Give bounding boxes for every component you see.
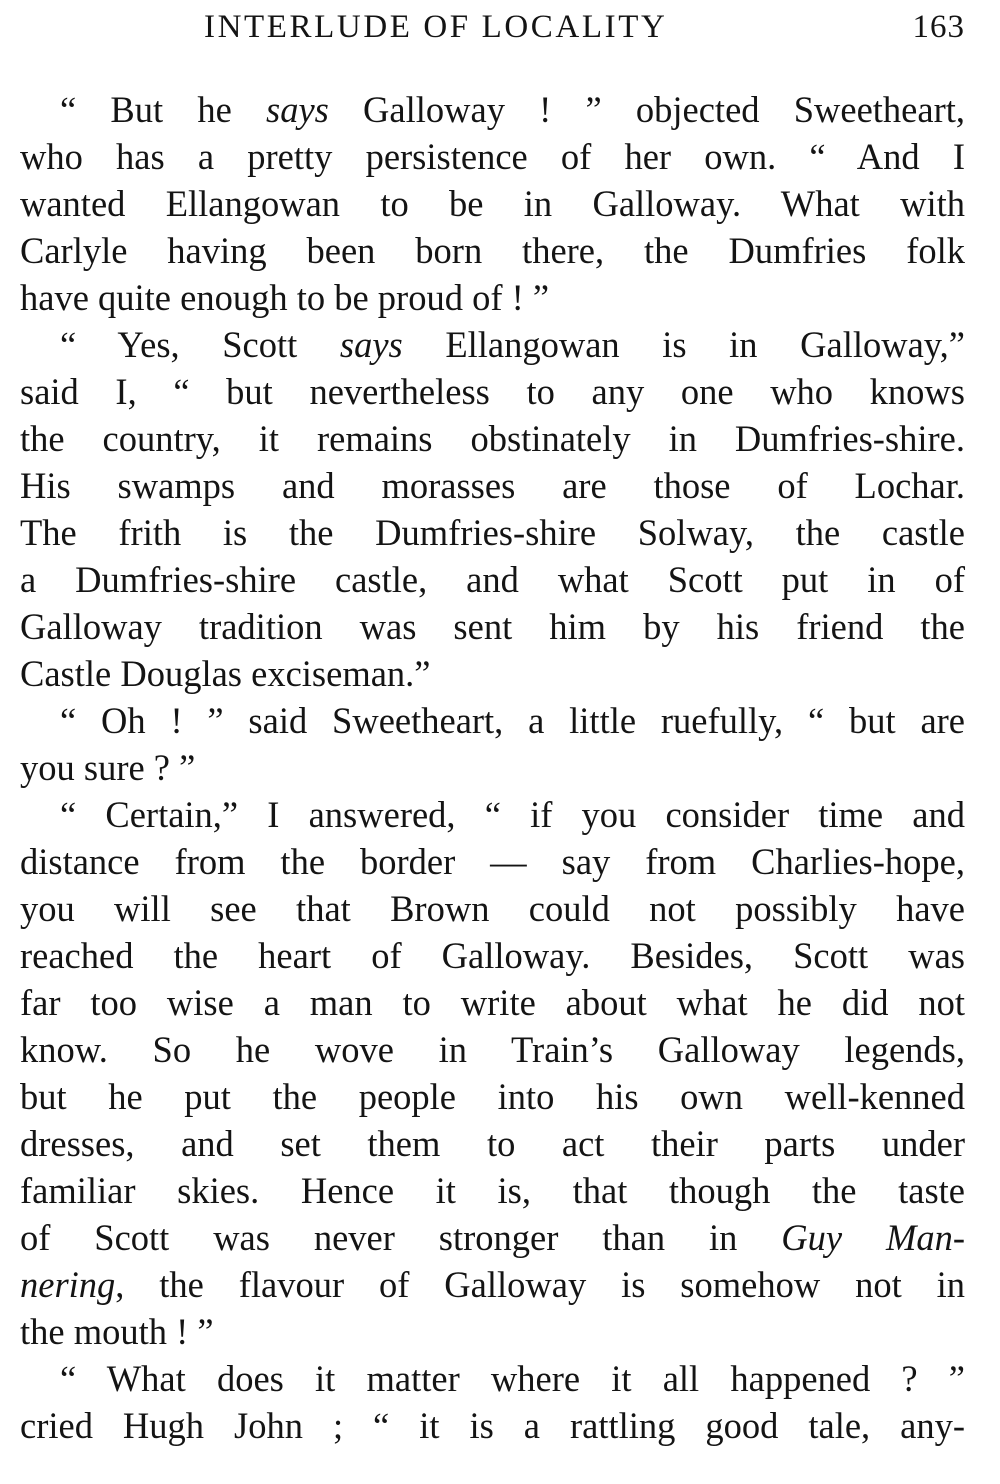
page-number: 163 (912, 9, 965, 45)
text-segment: His swamps and morasses are those of Lochar. (20, 465, 965, 506)
text-line (20, 1261, 965, 1308)
text-segment: wanted Ellangowan to be in Galloway. What with (20, 183, 965, 224)
text-line (20, 744, 965, 791)
text-line (20, 274, 965, 321)
text-segment: Castle Douglas exciseman.” (20, 653, 431, 694)
text-segment: “ Yes, Scott (60, 324, 340, 365)
text-segment: the mouth ! ” (20, 1311, 214, 1352)
text-segment: you will see that Brown could not possibly have (20, 888, 965, 929)
text-segment: cried Hugh John ; “ it is a rattling good tale, any- (20, 1405, 965, 1446)
text-line (20, 650, 965, 697)
text-segment: you sure ? ” (20, 747, 196, 788)
text-line (20, 603, 965, 650)
text-segment: “ But he (60, 89, 266, 130)
text-segment: have quite enough to be proud of ! ” (20, 277, 550, 318)
text-line (20, 932, 965, 979)
text-segment: Carlyle having been born there, the Dumfries folk (20, 230, 965, 271)
text-line (20, 885, 965, 932)
italic-text: says (339, 324, 403, 365)
text-line (20, 86, 965, 133)
text-line (20, 838, 965, 885)
text-segment: said I, “ but nevertheless to any one who knows (20, 371, 965, 412)
text-line (20, 227, 965, 274)
text-segment: know. So he wove in Train’s Galloway legends, (20, 1029, 965, 1070)
italic-text: nering (20, 1264, 116, 1305)
text-segment: Ellangowan is in Galloway,” (402, 324, 965, 365)
running-title: INTERLUDE OF LOCALITY (204, 9, 668, 45)
text-segment: dresses, and set them to act their parts under (20, 1123, 965, 1164)
text-line (20, 1214, 965, 1261)
italic-text: says (265, 89, 329, 130)
text-segment: the country, it remains obstinately in Dumfries-shire. (20, 418, 965, 459)
running-header (20, 0, 965, 58)
text-line (20, 556, 965, 603)
text-line (20, 1073, 965, 1120)
text-line (20, 1402, 965, 1449)
text-line (20, 180, 965, 227)
text-segment: “ Certain,” I answered, “ if you consider time and (60, 794, 965, 835)
text-line (20, 1026, 965, 1073)
text-line (20, 509, 965, 556)
text-segment: Galloway tradition was sent him by his friend the (20, 606, 965, 647)
text-line (20, 321, 965, 368)
text-line (20, 979, 965, 1026)
text-segment: far too wise a man to write about what he did not (20, 982, 965, 1023)
italic-text: Guy Man- (781, 1217, 965, 1258)
text-line (20, 1120, 965, 1167)
text-line (20, 1167, 965, 1214)
text-segment: , the flavour of Galloway is somehow not in (115, 1264, 965, 1305)
text-segment: The frith is the Dumfries-shire Solway, the castle (20, 512, 965, 553)
text-segment: of Scott was never stronger than in (20, 1217, 782, 1258)
text-line (20, 791, 965, 838)
text-line (20, 133, 965, 180)
text-line (20, 462, 965, 509)
text-line (20, 368, 965, 415)
text-line (20, 697, 965, 744)
text-segment: who has a pretty persistence of her own. “ And I (20, 136, 965, 177)
text-segment: a Dumfries-shire castle, and what Scott put in of (20, 559, 965, 600)
text-segment: “ What does it matter where it all happened ? ” (60, 1358, 965, 1399)
text-segment: familiar skies. Hence it is, that though the taste (20, 1170, 965, 1211)
text-line (20, 1355, 965, 1402)
text-line (20, 415, 965, 462)
text-segment: but he put the people into his own well-kenned (20, 1076, 965, 1117)
body-text (20, 86, 965, 1449)
text-segment: distance from the border — say from Charlies-hope, (20, 841, 965, 882)
text-segment: reached the heart of Galloway. Besides, Scott was (20, 935, 965, 976)
text-line (20, 1308, 965, 1355)
text-segment: “ Oh ! ” said Sweetheart, a little ruefully, “ but are (60, 700, 965, 741)
text-segment: Galloway ! ” objected Sweetheart, (328, 89, 965, 130)
book-page (20, 0, 965, 1484)
